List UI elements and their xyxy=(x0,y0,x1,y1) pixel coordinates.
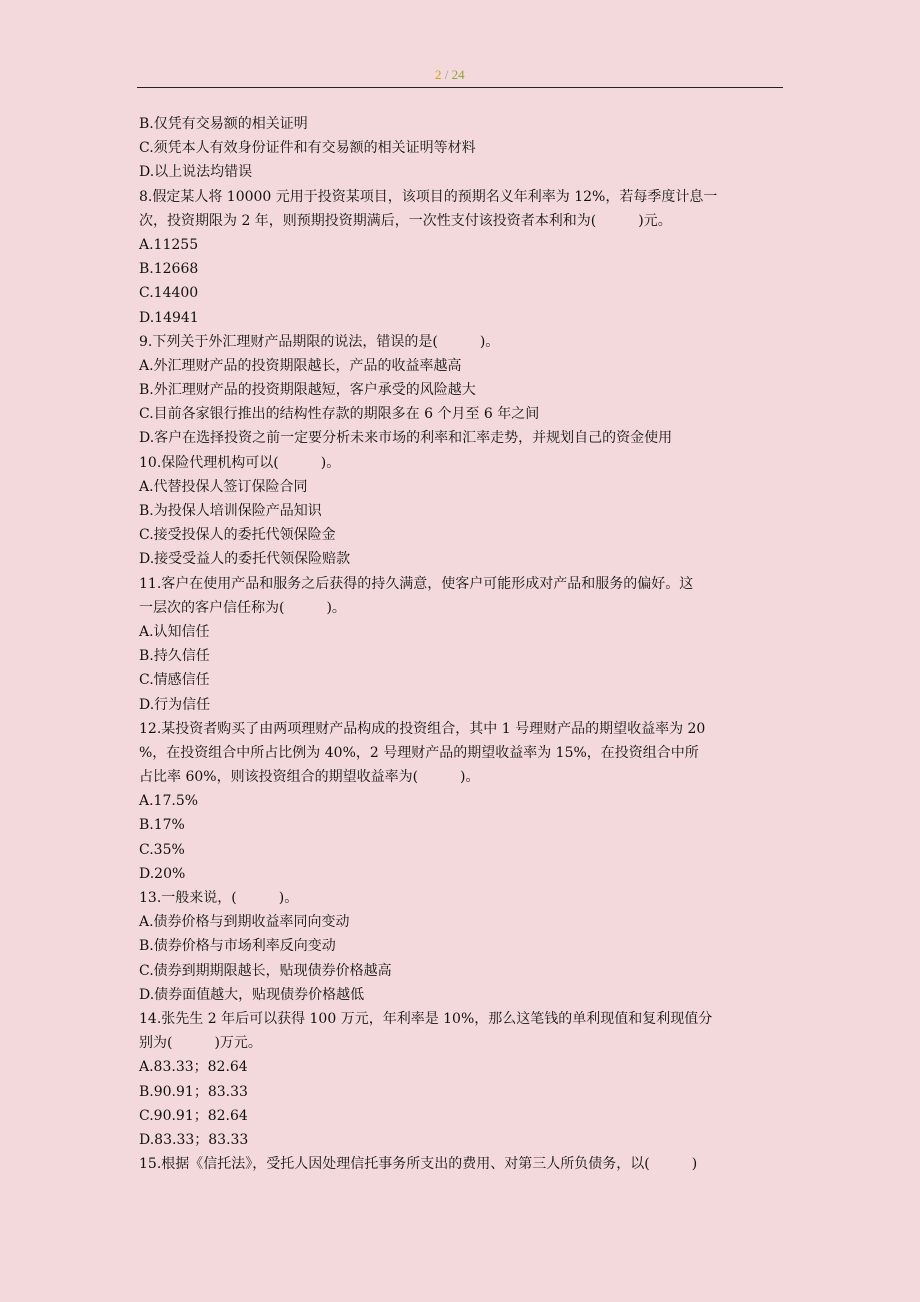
text-line: 12.某投资者购买了由两项理财产品构成的投资组合，其中 1 号理财产品的期望收益率为 20 xyxy=(139,720,706,737)
text-line: B.为投保人培训保险产品知识 xyxy=(139,503,322,519)
text-line: A.债券价格与到期收益率同向变动 xyxy=(139,914,350,931)
text-line: A.17.5% xyxy=(139,793,199,810)
text-line: C.14400 xyxy=(139,285,199,302)
text-line: D.14941 xyxy=(139,309,199,326)
page-total: 24 xyxy=(451,67,465,82)
text-line: 14.张先生 2 年后可以获得 100 万元，年利率是 10%，那么这笔钱的单利现值和复利现值分 xyxy=(139,1010,713,1027)
text-line: 15.根据《信托法》，受托人因处理信托事务所支出的费用、对第三人所负债务，以( ) xyxy=(139,1156,698,1173)
text-line: D.83.33；83.33 xyxy=(139,1131,249,1148)
text-line: B.外汇理财产品的投资期限越短，客户承受的风险越大 xyxy=(139,382,476,399)
text-line: D.以上说法均错误 xyxy=(139,164,253,181)
text-line: C.目前各家银行推出的结构性存款的期限多在 6 个月至 6 年之间 xyxy=(139,406,540,423)
text-line: C.须凭本人有效身份证件和有交易额的相关证明等材料 xyxy=(139,140,476,157)
text-line: 别为( )万元。 xyxy=(139,1035,262,1052)
text-line: B.12668 xyxy=(139,261,199,278)
text-line: D.20% xyxy=(139,865,186,882)
page-separator: / xyxy=(441,67,452,82)
text-line: 13.一般来说，( )。 xyxy=(139,890,299,906)
document-body xyxy=(139,112,784,1176)
text-line: B.17% xyxy=(139,817,185,834)
text-line: D.行为信任 xyxy=(139,696,211,713)
page-number xyxy=(435,66,465,84)
text-line: D.客户在选择投资之前一定要分析未来市场的利率和汇率走势，并规划自己的资金使用 xyxy=(139,430,673,447)
text-line: D.债券面值越大，贴现债券价格越低 xyxy=(139,986,365,1003)
text-line: A.外汇理财产品的投资期限越长，产品的收益率越高 xyxy=(139,357,462,374)
page-current: 2 xyxy=(435,67,442,82)
text-line: 10.保险代理机构可以( )。 xyxy=(139,454,341,471)
text-line: A.代替投保人签订保险合同 xyxy=(139,478,308,495)
text-line: C.90.91；82.64 xyxy=(139,1107,248,1124)
text-line: %，在投资组合中所占比例为 40%，2 号理财产品的期望收益率为 15%，在投资组合中所 xyxy=(139,744,699,761)
page-header xyxy=(137,66,783,88)
text-line: C.债券到期期限越长，贴现债券价格越高 xyxy=(139,962,392,979)
text-line: 次，投资期限为 2 年，则预期投资期满后，一次性支付该投资者本利和为( )元。 xyxy=(139,212,672,229)
text-line: C.情感信任 xyxy=(139,672,210,689)
text-line: C.35% xyxy=(139,841,185,858)
text-line: A.11255 xyxy=(139,236,199,253)
text-line: B.持久信任 xyxy=(139,648,210,665)
text-line: 一层次的客户信任称为( )。 xyxy=(139,599,346,616)
text-line: B.债券价格与市场利率反向变动 xyxy=(139,938,336,955)
text-line: 9.下列关于外汇理财产品期限的说法，错误的是( )。 xyxy=(139,333,500,350)
text-line: 11.客户在使用产品和服务之后获得的持久满意，使客户可能形成对产品和服务的偏好。这 xyxy=(139,575,694,592)
text-line: B.仅凭有交易额的相关证明 xyxy=(139,116,308,132)
text-line: C.接受投保人的委托代领保险金 xyxy=(139,527,336,544)
text-line: 占比率 60%，则该投资组合的期望收益率为( )。 xyxy=(139,769,480,786)
text-line: A.83.33；82.64 xyxy=(139,1059,248,1076)
text-line: B.90.91；83.33 xyxy=(139,1083,248,1100)
text-line: D.接受受益人的委托代领保险赔款 xyxy=(139,551,351,568)
text-line: A.认知信任 xyxy=(139,623,210,640)
text-line: 8.假定某人将 10000 元用于投资某项目，该项目的预期名义年利率为 12%，若每季度计息一 xyxy=(139,188,718,205)
